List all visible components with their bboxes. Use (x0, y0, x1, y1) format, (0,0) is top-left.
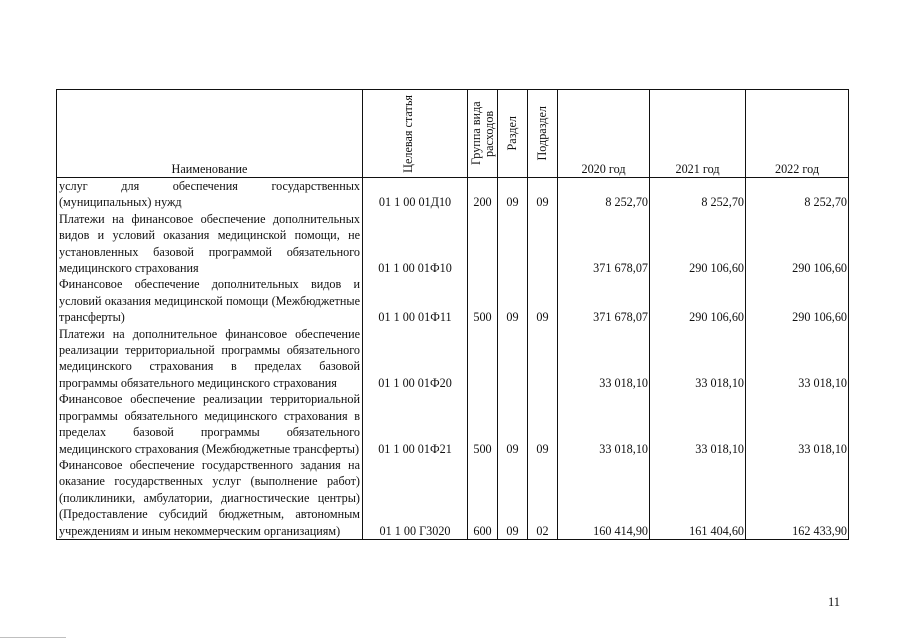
row-section (498, 211, 528, 277)
row-subsection: 09 (528, 276, 558, 325)
header-year-2021: 2021 год (650, 90, 746, 178)
row-target-article: 01 1 00 01Ф11 (363, 276, 468, 325)
row-target-article: 01 1 00 01Ф10 (363, 211, 468, 277)
row-expense-group (468, 211, 498, 277)
row-subsection: 02 (528, 457, 558, 540)
row-subsection: 09 (528, 178, 558, 211)
table-row (57, 276, 849, 325)
row-section: 09 (498, 391, 528, 457)
row-value-2020: 371 678,07 (558, 276, 650, 325)
table-header-row (57, 90, 849, 178)
table-row (57, 391, 849, 457)
row-section: 09 (498, 276, 528, 325)
row-value-2020: 371 678,07 (558, 211, 650, 277)
header-target-article: Целевая статья (363, 90, 468, 178)
row-value-2021: 290 106,60 (650, 276, 746, 325)
row-value-2022: 290 106,60 (746, 276, 849, 325)
row-target-article: 01 1 00 01Д10 (363, 178, 468, 211)
header-name: Наименование (57, 90, 363, 178)
row-name: Финансовое обеспечение дополнительных видов и условий оказания медицинской помощи (Межбюджетные трансферты) (57, 276, 363, 325)
row-value-2022: 33 018,10 (746, 326, 849, 392)
table-row (57, 178, 849, 211)
row-section: 09 (498, 457, 528, 540)
table-row (57, 457, 849, 540)
row-value-2020: 33 018,10 (558, 391, 650, 457)
row-expense-group: 200 (468, 178, 498, 211)
row-value-2022: 290 106,60 (746, 211, 849, 277)
scan-edge-mark (0, 637, 66, 638)
row-value-2022: 8 252,70 (746, 178, 849, 211)
row-section: 09 (498, 178, 528, 211)
row-expense-group (468, 326, 498, 392)
row-target-article: 01 1 00 Г3020 (363, 457, 468, 540)
row-name: Финансовое обеспечение государственного задания на оказание государственных услуг (выполнение работ) (поликлиники, амбулатории, диагностические центры) (Предоставление субсидий бюджетным, автономным учреждениям и иным некоммерческим организациям) (57, 457, 363, 540)
row-target-article: 01 1 00 01Ф20 (363, 326, 468, 392)
table-row (57, 326, 849, 392)
row-value-2022: 162 433,90 (746, 457, 849, 540)
row-value-2021: 8 252,70 (650, 178, 746, 211)
row-target-article: 01 1 00 01Ф21 (363, 391, 468, 457)
budget-table (56, 89, 849, 540)
page-number: 11 (828, 595, 841, 609)
row-subsection (528, 211, 558, 277)
row-value-2021: 33 018,10 (650, 391, 746, 457)
row-value-2020: 8 252,70 (558, 178, 650, 211)
header-subsection: Подраздел (528, 90, 558, 178)
row-value-2022: 33 018,10 (746, 391, 849, 457)
row-subsection: 09 (528, 391, 558, 457)
header-year-2022: 2022 год (746, 90, 849, 178)
header-expense-group: Группа вида расходов (468, 90, 498, 178)
row-expense-group: 600 (468, 457, 498, 540)
row-value-2021: 33 018,10 (650, 326, 746, 392)
row-subsection (528, 326, 558, 392)
row-name: Платежи на дополнительное финансовое обеспечение реализации территориальной программы обязательного медицинского страхования в пределах базовой программы обязательного медицинского страхования (57, 326, 363, 392)
header-year-2020: 2020 год (558, 90, 650, 178)
row-value-2020: 160 414,90 (558, 457, 650, 540)
table-row (57, 211, 849, 277)
row-expense-group: 500 (468, 276, 498, 325)
row-value-2020: 33 018,10 (558, 326, 650, 392)
row-name: услуг для обеспечения государственных (муниципальных) нужд (57, 178, 363, 211)
row-value-2021: 161 404,60 (650, 457, 746, 540)
row-value-2021: 290 106,60 (650, 211, 746, 277)
row-section (498, 326, 528, 392)
row-name: Платежи на финансовое обеспечение дополнительных видов и условий оказания медицинской помощи, не установленных базовой программой обязательного медицинского страхования (57, 211, 363, 277)
row-expense-group: 500 (468, 391, 498, 457)
header-section: Раздел (498, 90, 528, 178)
row-name: Финансовое обеспечение реализации территориальной программы обязательного медицинского страхования в пределах базовой программы обязательного медицинского страхования (Межбюджетные трансферты) (57, 391, 363, 457)
